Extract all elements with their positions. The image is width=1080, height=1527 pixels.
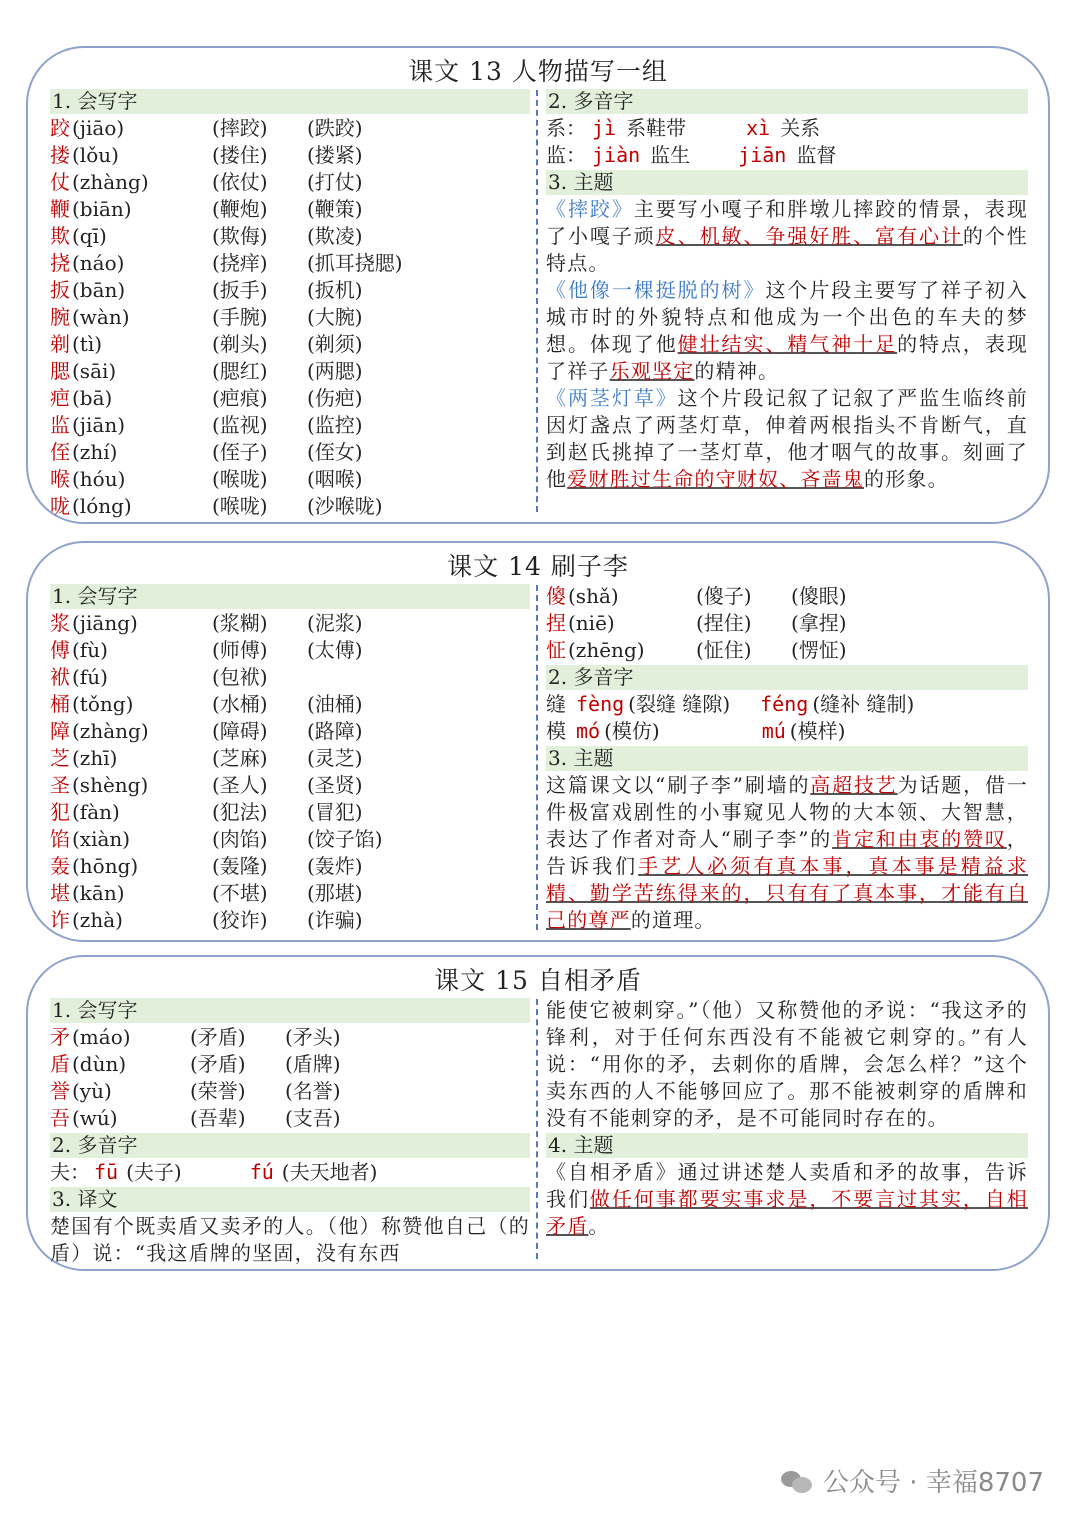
character: 挠 [50, 251, 70, 275]
word: (芝麻) [212, 746, 268, 770]
character: 捏 [546, 611, 566, 635]
char-row [50, 637, 530, 664]
word: (摔跤) [212, 116, 268, 140]
lesson15-right-column [546, 997, 1028, 1240]
column-divider [536, 90, 538, 512]
char-row [50, 745, 530, 772]
pinyin: (hóu) [72, 467, 126, 491]
char-row [50, 439, 530, 466]
character: 剃 [50, 332, 70, 356]
lesson13-left-column [50, 88, 530, 520]
char-row [50, 610, 530, 637]
pinyin: (zhī) [72, 746, 118, 770]
character: 傻 [546, 584, 566, 608]
pinyin: (lǒu) [72, 143, 119, 167]
pinyin: (zhàng) [72, 719, 149, 743]
character: 喉 [50, 467, 70, 491]
word: (矛盾) [190, 1025, 246, 1049]
word: (犯法) [212, 800, 268, 824]
pinyin: (zhà) [72, 908, 123, 932]
char-row [50, 718, 530, 745]
pinyin: (lóng) [72, 494, 132, 518]
column-divider [536, 999, 538, 1259]
pinyin: (niē) [568, 611, 615, 635]
lesson14-left-column [50, 583, 530, 934]
word: (欺侮) [212, 224, 268, 248]
lesson14-writing-header: 1. 会写字 [50, 584, 530, 609]
word: (鞭策) [307, 197, 363, 221]
char-row [546, 583, 1028, 610]
character: 鞭 [50, 197, 70, 221]
word: (师傅) [212, 638, 268, 662]
char-row [50, 142, 530, 169]
char-row [50, 223, 530, 250]
pinyin: (bā) [72, 386, 113, 410]
char-row [50, 169, 530, 196]
word: (搂住) [212, 143, 268, 167]
word: (泥浆) [307, 611, 363, 635]
char-row [50, 826, 530, 853]
word: (拿捏) [791, 611, 847, 635]
word: (路障) [307, 719, 363, 743]
character: 诈 [50, 908, 70, 932]
word: (剃须) [307, 332, 363, 356]
char-row [546, 637, 1028, 664]
lesson15-writing-header: 1. 会写字 [50, 998, 530, 1023]
character: 腕 [50, 305, 70, 329]
word: (扳机) [307, 278, 363, 302]
pinyin: (zhí) [72, 440, 118, 464]
word: (挠痒) [212, 251, 268, 275]
lesson13-right-column [546, 88, 1028, 493]
character: 桶 [50, 692, 70, 716]
word: (欺凌) [307, 224, 363, 248]
character: 堪 [50, 881, 70, 905]
lesson13-card [26, 46, 1050, 524]
word: (疤痕) [212, 386, 268, 410]
word: (傻眼) [791, 584, 847, 608]
word: (太傅) [307, 638, 363, 662]
word: (不堪) [212, 881, 268, 905]
theme-paragraph: 这篇课文以“刷子李”刷墙的高超技艺为话题，借一件极富戏剧性的小事窥见人物的大本领、大智慧，表达了作者对奇人“刷子李”的肯定和由衷的赞叹，告诉我们手艺人必须有真本事，真本事是精益求精、勤学苦练得来的，只有有了真本事，才能有自己的尊严的道理。 [546, 773, 1028, 932]
lesson14-theme-header: 3. 主题 [546, 746, 1028, 771]
pinyin: (zhēng) [568, 638, 645, 662]
char-row [50, 358, 530, 385]
character: 圣 [50, 773, 70, 797]
word: (名誉) [285, 1079, 341, 1103]
pinyin: (jiāo) [72, 116, 125, 140]
pinyin: (fú) [72, 665, 108, 689]
character: 吾 [50, 1106, 70, 1130]
char-row [50, 385, 530, 412]
translation-left: 楚国有个既卖盾又卖矛的人。（他）称赞他自己（的盾）说：“我这盾牌的坚固，没有东西 [50, 1214, 530, 1265]
char-row [50, 115, 530, 142]
char-row [50, 331, 530, 358]
character: 袱 [50, 665, 70, 689]
poly-row: 缝 fèng (裂缝 缝隙) féng (缝补 缝制) [546, 692, 915, 716]
word: (监控) [307, 413, 363, 437]
theme-paragraph-2: 《他像一棵挺脱的树》这个片段主要写了祥子初入城市时的外貌特点和他成为一个出色的车夫的梦想。体现了他健壮结实、精气神十足的特点，表现了祥子乐观坚定的精神。 [546, 278, 1029, 383]
word: (障碍) [212, 719, 268, 743]
word: (轰炸) [307, 854, 363, 878]
word: (冒犯) [307, 800, 363, 824]
theme-paragraph: 《自相矛盾》通过讲述楚人卖盾和矛的故事，告诉我们做任何事都要实事求是，不要言过其实，自相矛盾。 [546, 1160, 1028, 1238]
pinyin: (jiāng) [72, 611, 138, 635]
poly-row: 系： jì 系鞋带 xì 关系 [546, 116, 821, 140]
pinyin: (biān) [72, 197, 132, 221]
word: (浆糊) [212, 611, 268, 635]
word: (扳手) [212, 278, 268, 302]
word: (肉馅) [212, 827, 268, 851]
lesson14-char-list-continued [546, 583, 1028, 664]
character: 咙 [50, 494, 70, 518]
character: 傅 [50, 638, 70, 662]
word: (荣誉) [190, 1079, 246, 1103]
character: 矛 [50, 1025, 70, 1049]
char-row [50, 250, 530, 277]
pinyin: (tì) [72, 332, 103, 356]
pinyin: (jiān) [72, 413, 126, 437]
word: (侄女) [307, 440, 363, 464]
lesson15-translation-header: 3. 译文 [50, 1187, 530, 1212]
character: 浆 [50, 611, 70, 635]
word: (鞭炮) [212, 197, 268, 221]
char-row [50, 412, 530, 439]
pinyin: (zhàng) [72, 170, 149, 194]
character: 怔 [546, 638, 566, 662]
character: 疤 [50, 386, 70, 410]
char-row [50, 277, 530, 304]
char-row [50, 466, 530, 493]
word: (抓耳挠腮) [307, 251, 403, 275]
word: (诈骗) [307, 908, 363, 932]
pinyin: (tǒng) [72, 692, 134, 716]
lesson13-writing-header: 1. 会写字 [50, 89, 530, 114]
pinyin: (bān) [72, 278, 126, 302]
char-row [50, 772, 530, 799]
word: (灵芝) [307, 746, 363, 770]
character: 仗 [50, 170, 70, 194]
char-row [50, 691, 530, 718]
lesson14-poly-header: 2. 多音字 [546, 665, 1028, 690]
poly-row: 夫： fū (夫子) fú (夫天地者) [50, 1160, 378, 1184]
word: (两腮) [307, 359, 363, 383]
char-row [50, 493, 530, 520]
lesson14-card [26, 541, 1050, 942]
word: (沙喉咙) [307, 494, 383, 518]
column-divider [536, 585, 538, 930]
word: (大腕) [307, 305, 363, 329]
pinyin: (kān) [72, 881, 125, 905]
pinyin: (shǎ) [568, 584, 619, 608]
char-row [50, 799, 530, 826]
character: 犯 [50, 800, 70, 824]
lesson15-title: 课文 15 自相矛盾 [434, 966, 642, 995]
wechat-icon [781, 1469, 813, 1493]
poly-row: 模 mó (模仿) mú (模样) [546, 719, 846, 743]
char-row [50, 196, 530, 223]
character: 扳 [50, 278, 70, 302]
lesson14-title: 课文 14 刷子李 [447, 552, 629, 581]
word: (矛盾) [190, 1052, 246, 1076]
char-row [546, 610, 1028, 637]
character: 侄 [50, 440, 70, 464]
watermark [781, 1462, 1044, 1499]
char-row [50, 664, 530, 691]
char-row [50, 853, 530, 880]
lesson14-char-list [50, 610, 530, 934]
character: 腮 [50, 359, 70, 383]
word: (圣人) [212, 773, 268, 797]
character: 誉 [50, 1079, 70, 1103]
word: (怔住) [696, 638, 752, 662]
char-row [50, 880, 530, 907]
lesson15-theme-header: 4. 主题 [546, 1133, 1028, 1158]
pinyin: (sāi) [72, 359, 117, 383]
pinyin: (shèng) [72, 773, 149, 797]
word: (愣怔) [791, 638, 847, 662]
character: 馅 [50, 827, 70, 851]
character: 盾 [50, 1052, 70, 1076]
word: (喉咙) [212, 467, 268, 491]
lesson15-card [26, 955, 1050, 1271]
word: (盾牌) [285, 1052, 341, 1076]
pinyin: (qī) [72, 224, 107, 248]
char-row [50, 1051, 530, 1078]
pinyin: (wú) [72, 1106, 118, 1130]
lesson13-poly-header: 2. 多音字 [546, 89, 1028, 114]
watermark-text: 公众号 · 幸福8707 [823, 1468, 1044, 1498]
word: (剃头) [212, 332, 268, 356]
word: (伤疤) [307, 386, 363, 410]
translation-right: 能使它被刺穿。”（他）又称赞他的矛说：“我这矛的锋利，对于任何东西没有不能被它刺穿的。”有人说：“用你的矛，去刺你的盾牌，会怎么样？”这个卖东西的人不能够回应了。那不能被刺穿的盾牌和没有不能刺穿的矛，是不可能同时存在的。 [546, 998, 1028, 1130]
word: (腮红) [212, 359, 268, 383]
char-row [50, 1105, 530, 1132]
pinyin: (máo) [72, 1025, 131, 1049]
word: (轰隆) [212, 854, 268, 878]
pinyin: (wàn) [72, 305, 130, 329]
theme-paragraph-1: 《摔跤》主要写小嘎子和胖墩儿摔跤的情景，表现了小嘎子顽皮、机敏、争强好胜、富有心计的个性特点。 [546, 197, 1028, 275]
lesson13-title: 课文 13 人物描写一组 [408, 57, 668, 86]
char-row [50, 907, 530, 934]
char-row [50, 1078, 530, 1105]
word: (喉咙) [212, 494, 268, 518]
pinyin: (xiàn) [72, 827, 131, 851]
lesson15-poly-header: 2. 多音字 [50, 1133, 530, 1158]
theme-paragraph-3: 《两茎灯草》这个片段记叙了记叙了严监生临终前因灯盏点了两茎灯草，伸着两根指头不肯断气，直到赵氏挑掉了一茎灯草，他才咽气的故事。刻画了他爱财胜过生命的守财奴、吝啬鬼的形象。 [546, 386, 1028, 491]
word: (狡诈) [212, 908, 268, 932]
word: (那堪) [307, 881, 363, 905]
word: (监视) [212, 413, 268, 437]
word: (水桶) [212, 692, 268, 716]
pinyin: (hōng) [72, 854, 139, 878]
char-row [50, 304, 530, 331]
lesson13-theme-header: 3. 主题 [546, 170, 1028, 195]
character: 障 [50, 719, 70, 743]
word: (圣贤) [307, 773, 363, 797]
character: 搂 [50, 143, 70, 167]
pinyin: (yù) [72, 1079, 112, 1103]
lesson15-char-list [50, 1024, 530, 1132]
word: (侄子) [212, 440, 268, 464]
character: 监 [50, 413, 70, 437]
word: (吾辈) [190, 1106, 246, 1130]
word: (矛头) [285, 1025, 341, 1049]
lesson14-right-column [546, 583, 1028, 934]
word: (支吾) [285, 1106, 341, 1130]
lesson15-left-column [50, 997, 530, 1267]
lesson13-char-list [50, 115, 530, 520]
word: (跌跤) [307, 116, 363, 140]
word: (傻子) [696, 584, 752, 608]
word: (搂紧) [307, 143, 363, 167]
word: (油桶) [307, 692, 363, 716]
word: (捏住) [696, 611, 752, 635]
word: (咽喉) [307, 467, 363, 491]
word: (打仗) [307, 170, 363, 194]
character: 轰 [50, 854, 70, 878]
pinyin: (fù) [72, 638, 108, 662]
character: 欺 [50, 224, 70, 248]
word: (依仗) [212, 170, 268, 194]
pinyin: (dùn) [72, 1052, 127, 1076]
pinyin: (náo) [72, 251, 125, 275]
word: (手腕) [212, 305, 268, 329]
char-row [50, 1024, 530, 1051]
pinyin: (fàn) [72, 800, 120, 824]
poly-row: 监： jiàn 监生 jiān 监督 [546, 143, 837, 167]
character: 芝 [50, 746, 70, 770]
word: (包袱) [212, 665, 268, 689]
character: 跤 [50, 116, 70, 140]
word: (饺子馅) [307, 827, 383, 851]
